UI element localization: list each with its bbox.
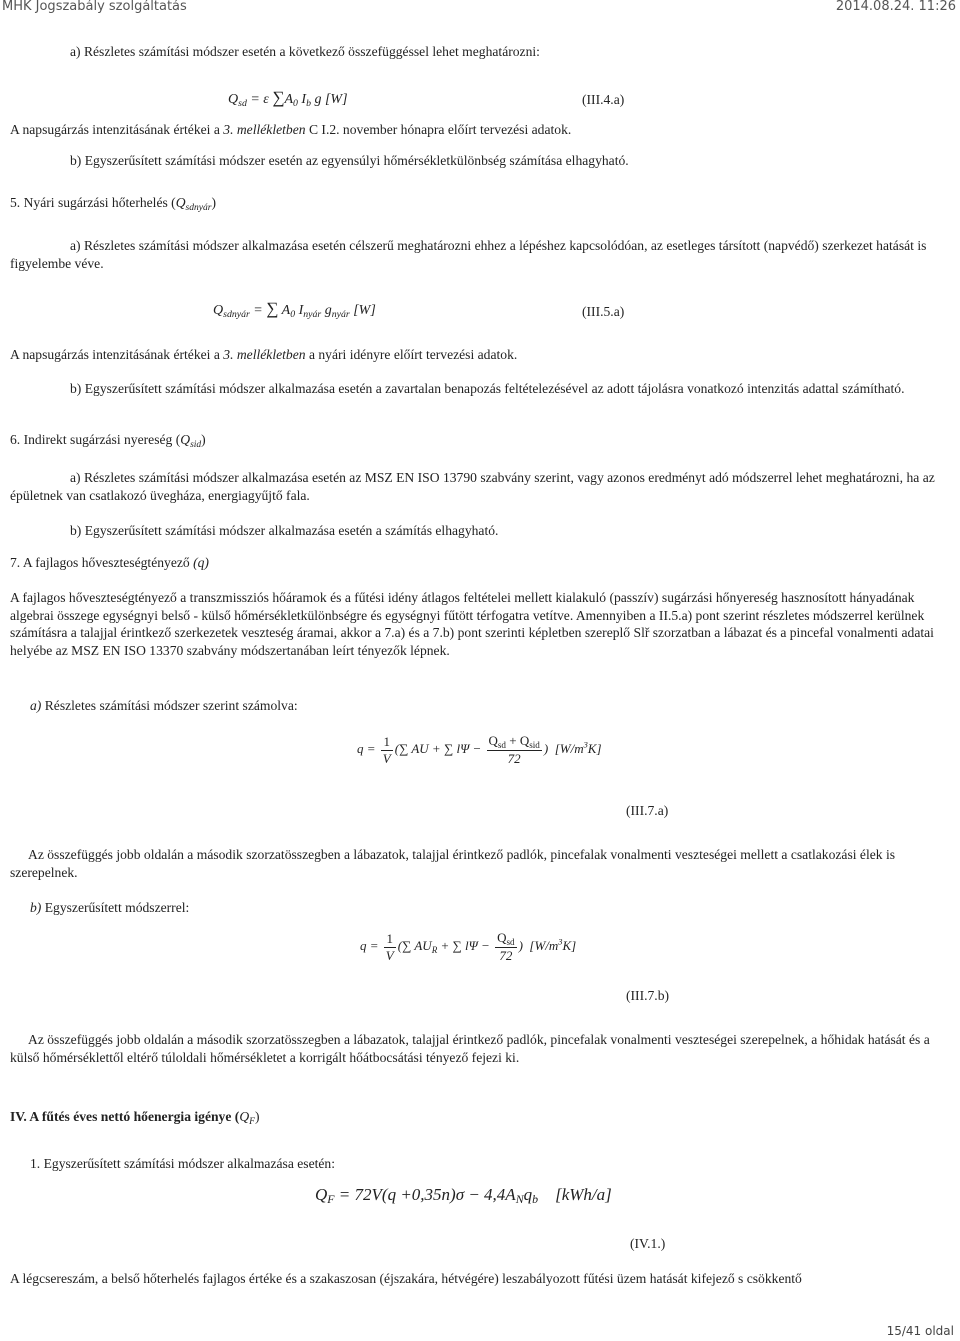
page-number: 15/41 oldal [886, 1324, 954, 1338]
formula-III-5-a: $Q_{sdnyár}$ = ∑ $A_0$ $I_{nyár}$ $g_{nyár}$ [W] [213, 299, 376, 320]
paragraph: A napsugárzás intenzitásának értékei a 3. mellékletben C I.2. november hónapra előírt tervezési adatok. [10, 122, 572, 137]
paragraph: a) Részletes számítási módszer alkalmazása esetén célszerű meghatározni ehhez a lépéshez kapcsolódóan, az esetleges társított (napvédő) szerkezet hatását is figyelembe véve. [10, 238, 927, 271]
section-title: IV. A fűtés éves nettó hőenergia igénye $(Q_F)$ [10, 1109, 260, 1127]
equation-number: (III.7.a) [626, 803, 669, 818]
app-name: MHK Jogszabály szolgáltatás [2, 0, 187, 14]
equation-number: (III.4.a) [582, 92, 625, 107]
formula-III-7-a: q = $\frac{1}{V}$ (∑ AU + ∑ lΨ − $\frac{Q_{sd} + Q_{sid}}{72}$ ) $[W/m^3K]$ [357, 733, 602, 766]
paragraph: A napsugárzás intenzitásának értékei a 3. mellékletben a nyári idényre előírt tervezési adatok. [10, 347, 518, 362]
section-title: 7. A fajlagos hőveszteségtényező (q) [10, 555, 209, 570]
paragraph: Az összefüggés jobb oldalán a második szorzatösszegben a lábazatok, talajjal érintkező padlók, pincefalak vonalmenti veszteségei szerepelnek, a hőhidak hatását és a külső hőmérséklettől eltérő túloldali hőmérsékletet a korrigált hőátbocsátási tényező fejezi ki. [10, 1032, 930, 1065]
paragraph: a) Részletes számítási módszer alkalmazása esetén az MSZ EN ISO 13790 szabvány szerint, vagy azonos eredményt adó módszerrel lehet meghatározni, ha az épületnek van csatlakozó üvegháza, energiagyűjtő fala. [10, 470, 935, 503]
equation-number: (III.7.b) [626, 988, 670, 1003]
formula-III-4-a: $Q_{sd} = \varepsilon$ $\sum A_0$ $I_b$ g [W] [228, 88, 348, 109]
header-datetime: 2014.08.24. 11:26 [835, 0, 956, 14]
page-header [0, 0, 960, 14]
paragraph: a) Részletes számítási módszer esetén a következő összefüggéssel lehet meghatározni: [70, 44, 540, 59]
paragraph: Az összefüggés jobb oldalán a második szorzatösszegben a lábazatok, talajjal érintkező padlók, pincefalak vonalmenti veszteségei mellett a csatlakozási élek is szerepelnek. [10, 847, 896, 880]
paragraph: a) Részletes számítási módszer szerint számolva: [30, 698, 298, 713]
section-title: 5. Nyári sugárzási hőterhelés $(Q_{sdnyár})$ [10, 195, 216, 213]
formula-IV-1: $Q_F = 72V(q +0,35n)\sigma - 4,4A_Nq_b$ [kWh/a] [315, 1185, 612, 1206]
equation-number: (III.5.a) [582, 304, 625, 319]
formula-III-7-b: q = $\frac{1}{V}$ (∑ $AU_R$ + ∑ lΨ − $\frac{Q_{sd}}{72}$ ) $[W/m^3K]$ [360, 930, 577, 963]
section-title: 6. Indirekt sugárzási nyereség $(Q_{sid})$ [10, 432, 206, 450]
paragraph: b) Egyszerűsített számítási módszer alkalmazása esetén a számítás elhagyható. [70, 523, 499, 538]
paragraph: A légcsereszám, a belső hőterhelés fajlagos értéke és a szakaszosan (éjszakára, hétvégére) leszabályozott fűtési üzem hatását kifejező s csökkentő [10, 1271, 802, 1286]
equation-number: (IV.1.) [630, 1236, 666, 1251]
paragraph: A fajlagos hőveszteségtényező a transzmissziós hőáramok és a fűtési idény átlagos feltételei mellett kialakuló (passzív) sugárzási hőnyereség hasznosított hányadának algebrai összege egységnyi belső - külső hőmérsékletkülönbségre és egységnyi fűtött térfogatra vetítve. Amennyiben a II.5.a) pont szerint részletes módszerrel kerülnek számításra a talajjal érintkező szerkezetek veszteség áramai, akkor a 7.a) és a 7.b) pont szerinti képletben szereplő Slř szorzatban a lábazat és a pincefal vonalmenti adatai helyébe az MSZ EN ISO 13370 szabvány módszertanában leírt tényezők lépnek. [10, 590, 934, 658]
paragraph: b) Egyszerűsített számítási módszer esetén az egyensúlyi hőmérsékletkülönbség számítása elhagyható. [70, 153, 629, 168]
paragraph: 1. Egyszerűsített számítási módszer alkalmazása esetén: [30, 1156, 335, 1171]
paragraph: b) Egyszerűsített módszerrel: [30, 900, 190, 915]
paragraph: b) Egyszerűsített számítási módszer alkalmazása esetén a zavartalan benapozás feltételezésével az adott tájolásra vonatkozó intenzitás adattal számítható. [70, 381, 905, 396]
